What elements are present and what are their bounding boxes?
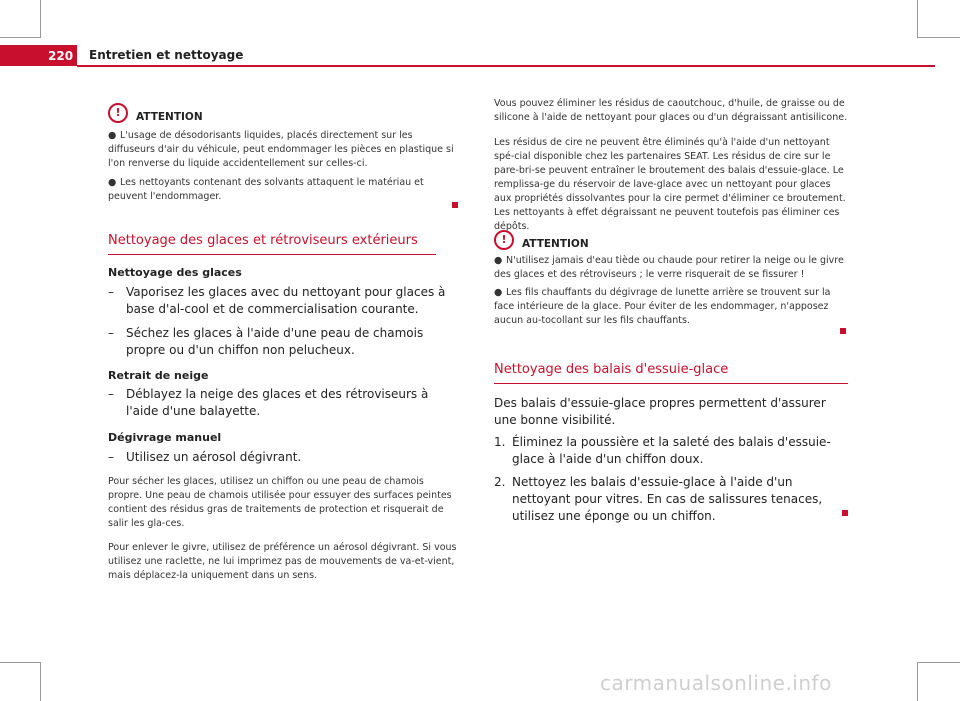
step-number: 2. bbox=[494, 475, 506, 489]
section-end-mark bbox=[452, 202, 458, 208]
paragraph: Pour enlever le givre, utilisez de préférence un aérosol dégivrant. Si vous utilisez une raclette, ne lui imprimez pas de mouvements de va-et-vient, mais déplacez-la uniquement dans un sens. bbox=[108, 542, 457, 581]
warning-item: ● L'usage de désodorisants liquides, placés directement sur les diffuseurs d'air du véhicule, peut endommager les pièces en plastique si l'on renverse du liquide accidentellement sur celles-ci. bbox=[108, 130, 454, 169]
list-item: – Utilisez un aérosol dégivrant. bbox=[108, 450, 302, 464]
subheading: Dégivrage manuel bbox=[108, 431, 222, 444]
warning-box bbox=[108, 103, 460, 204]
exclamation-icon: ! bbox=[108, 103, 128, 123]
watermark: carmanualsonline.info bbox=[600, 671, 832, 695]
subheading: Retrait de neige bbox=[108, 369, 209, 382]
header-rule bbox=[77, 65, 935, 67]
section-end-mark bbox=[842, 510, 848, 516]
section-title: Nettoyage des balais d'essuie-glace bbox=[494, 362, 729, 377]
list-item: – Séchez les glaces à l'aide d'une peau de chamois propre ou d'un chiffon non pelucheux. bbox=[108, 326, 424, 357]
section-rule bbox=[494, 383, 848, 384]
warning-item: ● Les nettoyants contenant des solvants attaquent le matériau et peuvent l'endommager. bbox=[108, 177, 424, 202]
warning-title: ATTENTION bbox=[522, 238, 589, 250]
bullet-icon: ● bbox=[494, 287, 503, 298]
section-balais bbox=[494, 362, 848, 384]
list-item: – Déblayez la neige des glaces et des rétroviseurs à l'aide d'une balayette. bbox=[108, 387, 429, 418]
subheading: Nettoyage des glaces bbox=[108, 266, 242, 279]
section-glaces bbox=[108, 233, 436, 255]
paragraph: Pour sécher les glaces, utilisez un chiffon ou une peau de chamois propre. Une peau de chamois utilisée pour essuyer des surfaces peintes contient des résidus gras de traitements de protection et risquerait de salir les gla-ces. bbox=[108, 476, 452, 529]
crop-mark bbox=[40, 662, 41, 701]
list-item: 1. Éliminez la poussière et la saleté des balais d'essuie-glace à l'aide d'un chiffon doux. bbox=[494, 435, 831, 466]
crop-mark bbox=[917, 37, 960, 38]
dash-marker: – bbox=[108, 326, 114, 340]
paragraph: Vous pouvez éliminer les résidus de caoutchouc, d'huile, de graisse ou de silicone à l'aide de nettoyant pour glaces ou d'un dégraissant antisilicone. bbox=[494, 98, 848, 123]
crop-mark bbox=[40, 0, 41, 38]
warning-item: ● N'utilisez jamais d'eau tiède ou chaude pour retirer la neige ou le givre des glaces et des rétroviseurs ; le verre risquerait de se fissurer ! bbox=[494, 255, 844, 280]
list-item: 2. Nettoyez les balais d'essuie-glace à l'aide d'un nettoyant pour vitres. En cas de salissures tenaces, utilisez une éponge ou un chiffon. bbox=[494, 475, 823, 523]
dash-marker: – bbox=[108, 285, 114, 299]
crop-mark bbox=[0, 662, 40, 663]
step-number: 1. bbox=[494, 435, 506, 449]
section-rule bbox=[108, 254, 436, 255]
bullet-icon: ● bbox=[108, 177, 117, 188]
warning-item: ● Les fils chauffants du dégivrage de lunette arrière se trouvent sur la face intérieure de la glace. Pour éviter de les endommager, n'apposez aucun au-tocollant sur les fils chauffants. bbox=[494, 287, 831, 326]
dash-marker: – bbox=[108, 450, 114, 464]
warning-box bbox=[494, 230, 848, 328]
page-title: Entretien et nettoyage bbox=[89, 48, 244, 62]
bullet-icon: ● bbox=[494, 255, 503, 266]
exclamation-icon: ! bbox=[494, 230, 514, 250]
crop-mark bbox=[917, 0, 918, 38]
section-end-mark bbox=[840, 328, 846, 334]
bullet-icon: ● bbox=[108, 130, 117, 141]
dash-marker: – bbox=[108, 387, 114, 401]
page-number: 220 bbox=[48, 49, 74, 63]
crop-mark bbox=[917, 662, 918, 701]
crop-mark bbox=[917, 662, 960, 663]
crop-mark bbox=[0, 37, 40, 38]
paragraph: Les résidus de cire ne peuvent être éliminés qu'à l'aide d'un nettoyant spé-cial disponible chez les partenaires SEAT. Les résidus de cire sur le pare-bri-se peuvent entraîner le broutement des balais d'essuie-glace. Le remplissa-ge du réservoir de lave-glace avec un nettoyant pour glaces aux propriétés dissolvantes pour la cire permet d'éliminer ce broutement. Les nettoyants à effet dégraissant ne peuvent toutefois pas éliminer ces dépôts. bbox=[494, 137, 846, 232]
warning-title: ATTENTION bbox=[136, 111, 203, 123]
section-title: Nettoyage des glaces et rétroviseurs extérieurs bbox=[108, 233, 418, 248]
list-item: – Vaporisez les glaces avec du nettoyant pour glaces à base d'al-cool et de commercialisation courante. bbox=[108, 285, 446, 316]
paragraph: Des balais d'essuie-glace propres permettent d'assurer une bonne visibilité. bbox=[494, 396, 826, 427]
